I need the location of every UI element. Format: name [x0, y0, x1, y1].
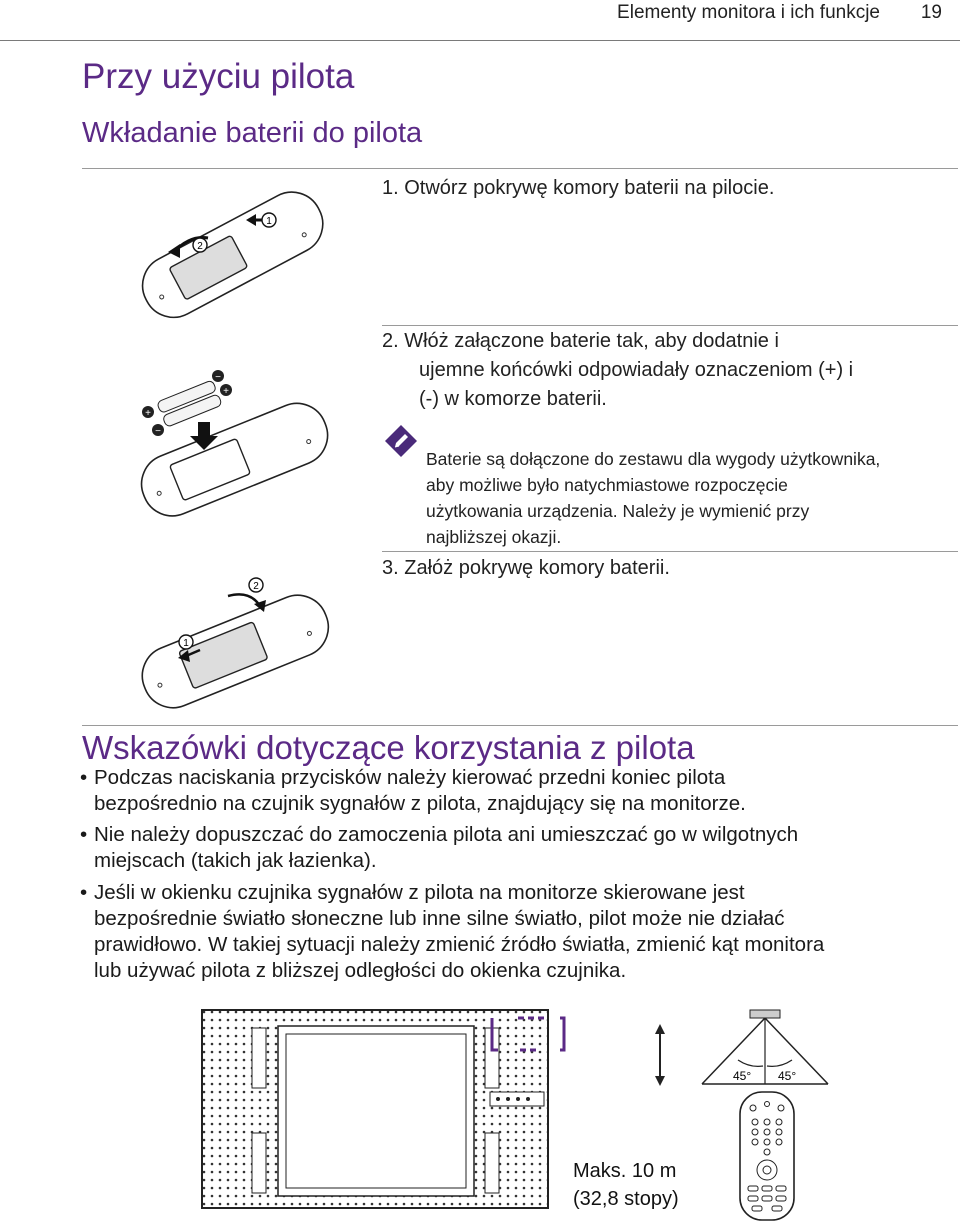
tips-title: Wskazówki dotyczące korzystania z pilota — [82, 729, 695, 766]
callout-2: 2 — [197, 241, 203, 252]
tip-3-line-3: prawidłowo. W takiej sytuacji należy zmienić źródło światła, zmienić kąt monitora — [94, 933, 825, 956]
svg-text:−: − — [155, 426, 161, 437]
note-line-1: Baterie są dołączone do zestawu dla wygody użytkownika, — [426, 449, 881, 469]
step-divider — [382, 551, 958, 552]
step-2-line-1: 2. Włóż załączone baterie tak, aby dodatnie i — [382, 330, 779, 352]
step-2 — [382, 327, 853, 414]
angle-left-label: 45° — [733, 1069, 752, 1083]
step-divider — [382, 325, 958, 326]
remote-open-cover-illustration — [130, 180, 330, 330]
tip-item: • Nie należy dopuszczać do zamoczenia pilota ani umieszczać go w wilgotnych miejscach (takich jak łazienka). — [80, 822, 950, 874]
callout-1: 1 — [183, 638, 189, 649]
section-divider — [82, 725, 958, 726]
svg-text:+: + — [223, 386, 229, 397]
note-text — [426, 446, 880, 550]
header-section-title: Elementy monitora i ich funkcje — [617, 2, 880, 23]
tip-item: • Podczas naciskania przycisków należy kierować przedni koniec pilota bezpośrednio na czujnik sygnałów z pilota, znajdujący się na monitorze. — [80, 765, 950, 817]
remote-control-icon — [738, 1090, 796, 1222]
tip-3-line-1: Jeśli w okienku czujnika sygnałów z pilota na monitorze skierowane jest — [94, 881, 745, 904]
tip-item: • Jeśli w okienku czujnika sygnałów z pilota na monitorze skierowane jest bezpośrednie światło słoneczne lub inne silne światło, pilot może nie działać prawidłowo. W takiej sytuacji należy zmienić źródło światła, zmienić kąt monitora lub używać pilota z bliższej odległości do okienka czujnika. — [80, 880, 950, 984]
tip-3-line-4: lub używać pilota z bliższej odległości do okienka czujnika. — [94, 959, 627, 982]
distance-label-line-1: Maks. 10 m — [573, 1160, 677, 1182]
remote-insert-batteries-illustration — [130, 360, 330, 520]
page-number: 19 — [920, 2, 942, 23]
callout-2: 2 — [253, 581, 259, 592]
callout-1: 1 — [266, 216, 272, 227]
note-line-3: użytkowania urządzenia. Należy je wymienić przy — [426, 501, 810, 521]
step-3: 3. Załóż pokrywę komory baterii. — [382, 557, 670, 579]
note-line-2: aby możliwe było natychmiastowe rozpoczęcie — [426, 475, 788, 495]
distance-label-line-2: (32,8 stopy) — [573, 1188, 679, 1210]
page-title: Przy użyciu pilota — [82, 57, 355, 96]
angle-right-label: 45° — [778, 1069, 797, 1083]
svg-text:−: − — [215, 372, 221, 383]
remote-close-cover-illustration — [130, 560, 330, 710]
signal-angle-diagram — [630, 1008, 850, 1090]
section-subtitle: Wkładanie baterii do pilota — [82, 117, 423, 149]
tip-2-line-2: miejscach (takich jak łazienka). — [94, 849, 377, 872]
tip-2-line-1: Nie należy dopuszczać do zamoczenia pilota ani umieszczać go w wilgotnych — [94, 823, 799, 846]
pencil-note-icon — [384, 424, 418, 458]
tip-3-line-2: bezpośrednie światło słoneczne lub inne silne światło, pilot może nie działać — [94, 907, 785, 930]
header-divider — [0, 40, 960, 41]
section-divider — [82, 168, 958, 169]
note-line-4: najbliższej okazji. — [426, 527, 562, 547]
step-1: 1. Otwórz pokrywę komory baterii na pilocie. — [382, 177, 775, 199]
tip-1-line-1: Podczas naciskania przycisków należy kierować przedni koniec pilota — [94, 766, 726, 789]
step-2-line-3: (-) w komorze baterii. — [419, 388, 607, 410]
svg-text:+: + — [145, 408, 151, 419]
tip-1-line-2: bezpośrednio na czujnik sygnałów z pilota, znajdujący się na monitorze. — [94, 792, 746, 815]
step-2-line-2: ujemne końcówki odpowiadały oznaczeniom (+) i — [419, 359, 854, 381]
monitor-back-illustration — [200, 1008, 572, 1212]
